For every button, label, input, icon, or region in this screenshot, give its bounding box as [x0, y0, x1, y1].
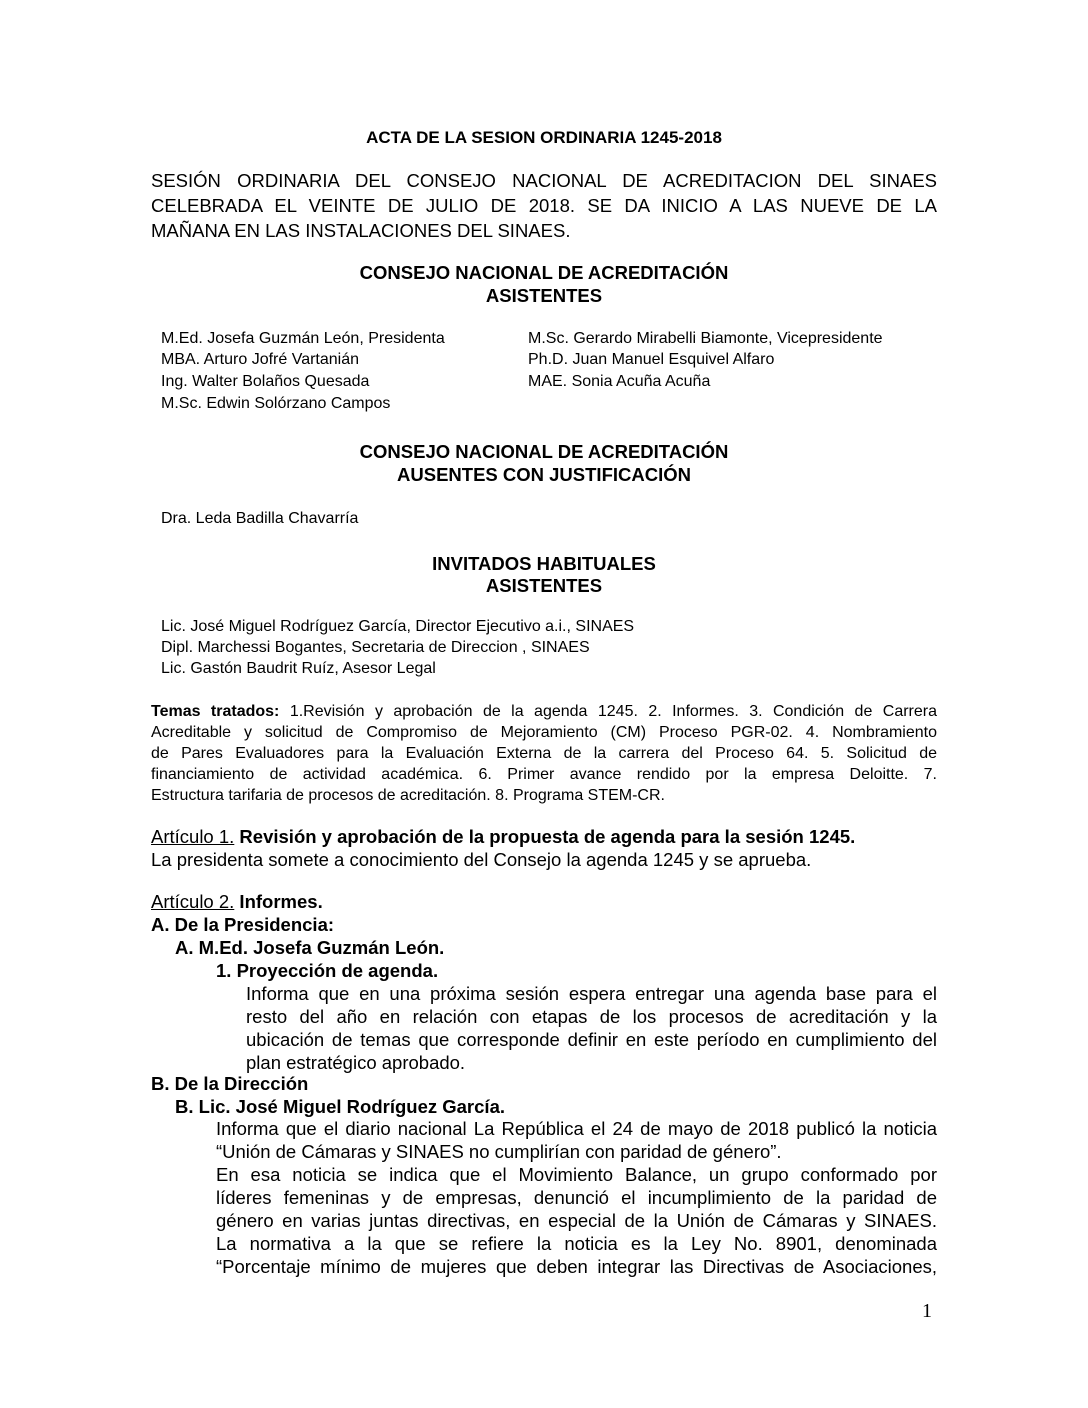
attendee-name: Ph.D. Juan Manuel Esquivel Alfaro — [528, 351, 775, 368]
attendees-heading-1: CONSEJO NACIONAL DE ACREDITACIÓN — [359, 262, 729, 283]
article-1-title: Revisión y aprobación de la propuesta de agenda para la sesión 1245. — [234, 826, 856, 847]
topics-label: Temas tratados: — [151, 703, 280, 720]
article-2-label: Artículo 2. — [151, 891, 235, 912]
section-b-line: “Porcentaje mínimo de mujeres que deben integrar las Directivas de Asociaciones, — [216, 1256, 937, 1277]
section-b-line: género en varias juntas directivas, en especial de la Unión de Cámaras y SINAES. — [216, 1210, 937, 1231]
section-b-person: B. Lic. José Miguel Rodríguez García. — [175, 1096, 505, 1117]
item-1-line: resto del año en relación con etapas de los procesos de acreditación y la — [246, 1006, 937, 1027]
attendee-name: Ing. Walter Bolaños Quesada — [161, 373, 370, 390]
topics-line: financiamiento de actividad académica. 6. Primer avance rendido por la empresa Deloitte. 7. — [151, 766, 937, 783]
section-b-line: “Unión de Cámaras y SINAES no cumplirían con paridad de género”. — [216, 1141, 782, 1162]
intro-line-1: SESIÓN ORDINARIA DEL CONSEJO NACIONAL DE ACREDITACION DEL SINAES — [151, 170, 937, 191]
item-1-line: Informa que en una próxima sesión espera entregar una agenda base para el — [246, 983, 937, 1004]
section-b-line: La normativa a la que se refiere la noticia es la Ley No. 8901, denominada — [216, 1233, 937, 1254]
item-1-line: plan estratégico aprobado. — [246, 1052, 466, 1073]
attendee-name: M.Ed. Josefa Guzmán León, Presidenta — [161, 330, 445, 347]
section-b-line: Informa que el diario nacional La República el 24 de mayo de 2018 publicó la noticia — [216, 1118, 937, 1139]
page-number: 1 — [922, 1300, 932, 1322]
section-a-heading: A. De la Presidencia: — [151, 914, 335, 935]
attendee-name: MAE. Sonia Acuña Acuña — [528, 373, 711, 390]
attendee-name: M.Sc. Gerardo Mirabelli Biamonte, Vicepresidente — [528, 330, 883, 347]
intro-line-2: CELEBRADA EL VEINTE DE JULIO DE 2018. SE DA INICIO A LAS NUEVE DE LA — [151, 195, 937, 216]
intro-line-3: MAÑANA EN LAS INSTALACIONES DEL SINAES. — [151, 220, 571, 241]
section-a-person: A. M.Ed. Josefa Guzmán León. — [175, 937, 445, 958]
topics-first-line: 1.Revisión y aprobación de la agenda 1245. 2. Informes. 3. Condición de Carrera — [279, 703, 938, 720]
attendees-heading-2: ASISTENTES — [485, 285, 603, 306]
section-b-line: líderes femeninas y de empresas, denunció el incumplimiento de la paridad de — [216, 1187, 937, 1208]
article-1-text: La presidenta somete a conocimiento del Consejo la agenda 1245 y se aprueba. — [151, 849, 812, 870]
absent-heading-1: CONSEJO NACIONAL DE ACREDITACIÓN — [359, 441, 729, 462]
guest-name: Dipl. Marchessi Bogantes, Secretaria de Direccion , SINAES — [161, 639, 590, 656]
absent-name: Dra. Leda Badilla Chavarría — [161, 510, 359, 527]
article-1-heading — [151, 826, 855, 848]
attendee-name: M.Sc. Edwin Solórzano Campos — [161, 395, 391, 412]
absent-heading-2: AUSENTES CON JUSTIFICACIÓN — [397, 464, 691, 485]
article-2-heading — [151, 891, 323, 913]
topics-line: de Pares Evaluadores para la Evaluación Externa de la carrera del Proceso 64. 5. Solicitud de — [151, 745, 937, 762]
topics-line-1 — [151, 703, 937, 721]
topics-line: Estructura tarifaria de procesos de acreditación. 8. Programa STEM-CR. — [151, 787, 665, 804]
guests-heading-2: ASISTENTES — [485, 575, 603, 596]
topics-line: Acreditable y solicitud de Compromiso de Mejoramiento (CM) Proceso PGR-02. 4. Nombramiento — [151, 724, 937, 741]
article-2-title: Informes. — [234, 891, 323, 912]
guest-name: Lic. Gastón Baudrit Ruíz, Asesor Legal — [161, 660, 436, 677]
item-1-line: ubicación de temas que corresponde definir en este período en cumplimiento del — [246, 1029, 937, 1050]
guests-heading-1: INVITADOS HABITUALES — [432, 553, 656, 574]
section-b-line: En esa noticia se indica que el Movimiento Balance, un grupo conformado por — [216, 1164, 937, 1185]
article-1-label: Artículo 1. — [151, 826, 235, 847]
item-1-heading: 1. Proyección de agenda. — [216, 960, 439, 981]
attendee-name: MBA. Arturo Jofré Vartanián — [161, 351, 360, 368]
section-b-heading: B. De la Dirección — [151, 1073, 309, 1094]
document-title: ACTA DE LA SESION ORDINARIA 1245-2018 — [366, 128, 722, 147]
guest-name: Lic. José Miguel Rodríguez García, Director Ejecutivo a.i., SINAES — [161, 618, 635, 635]
